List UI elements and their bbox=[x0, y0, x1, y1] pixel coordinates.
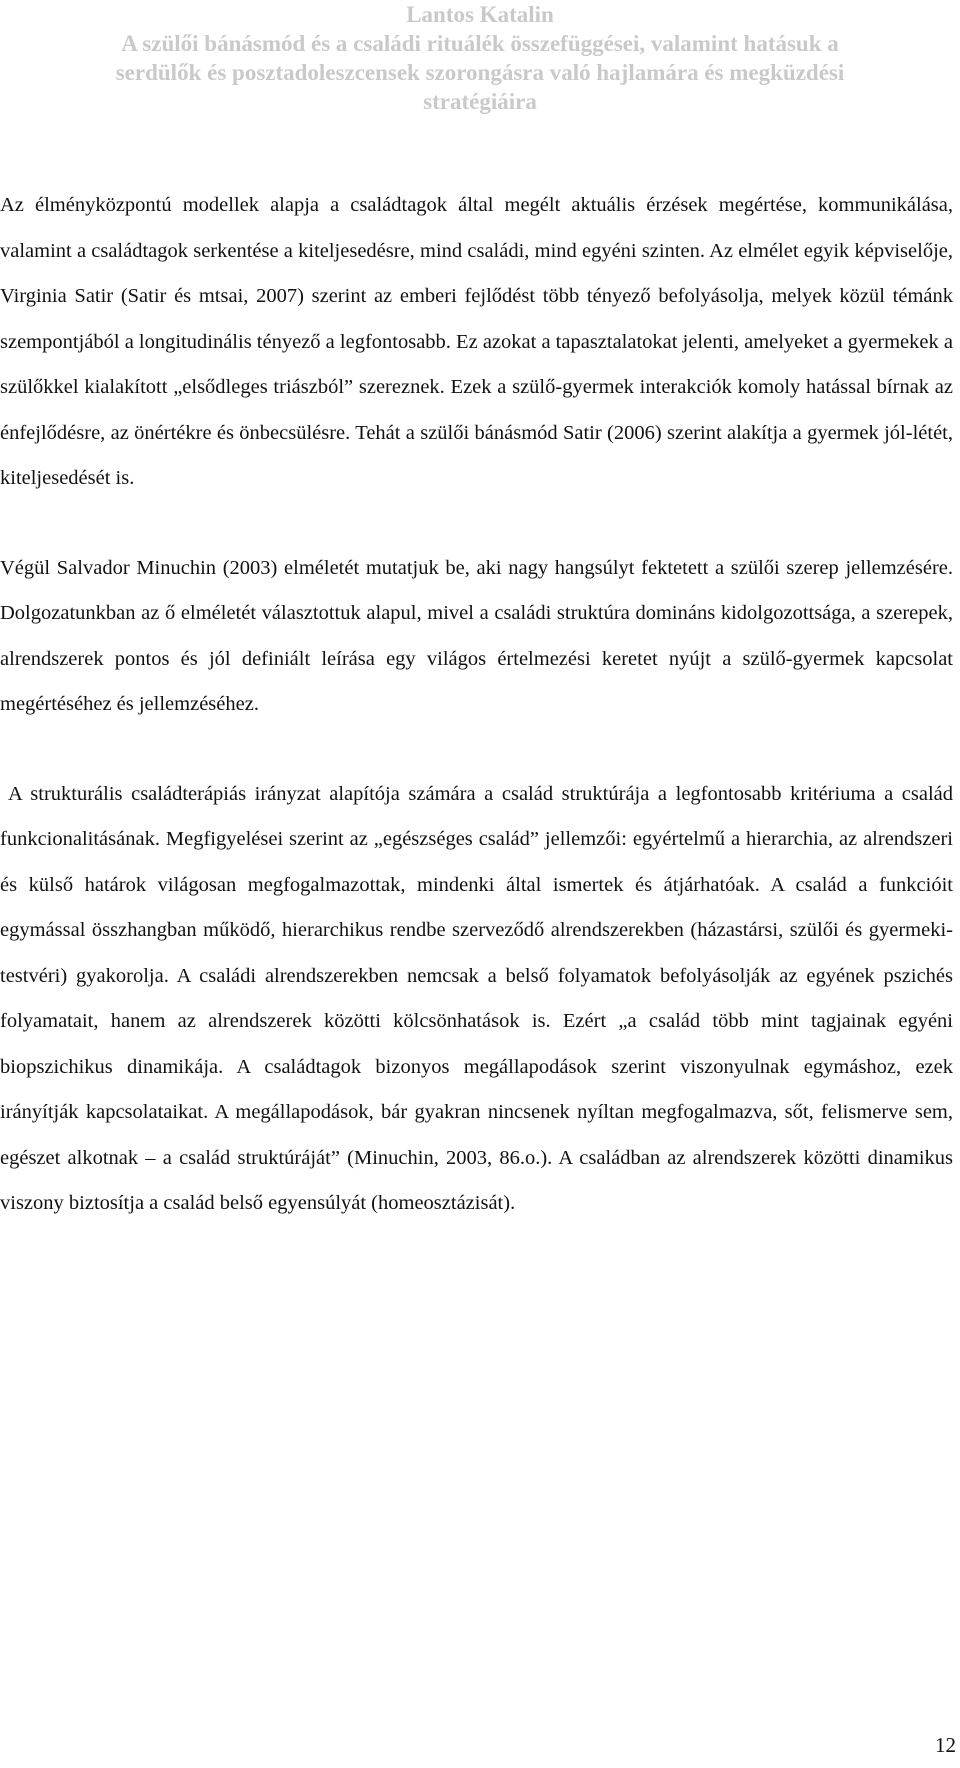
header-title-line-2: serdülők és posztadoleszcensek szorongásra való hajlamára és megküzdési bbox=[115, 60, 845, 85]
header-author: Lantos Katalin bbox=[406, 2, 554, 27]
page-header bbox=[0, 0, 960, 116]
paragraph-minuchin-intro: Végül Salvador Minuchin (2003) elméletét mutatjuk be, aki nagy hangsúlyt fektetett a szülői szerep jellemzésére. Dolgozatunkban az ő elméletét választottuk alapul, mivel a családi struktúra domináns kidolgozottsága, a szerepek, alrendszerek pontos és jól definiált leírása egy világos értelmezési keretet nyújt a szülő-gyermek kapcsolat megértéséhez és jellemzéséhez. bbox=[0, 556, 953, 715]
page-number: 12 bbox=[935, 1733, 956, 1757]
document-body bbox=[0, 183, 953, 1227]
paragraph-structural-therapy: A strukturális családterápiás irányzat alapítója számára a család struktúrája a legfontosabb kritériuma a család funkcionalitásának. Megfigyelései szerint az „egészséges család” jellemzői: egyértelmű a hierarchia, az alrendszeri és külső határok világosan megfogalmazottak, mindenki által ismertek és átjárhatóak. A család a funkcióit egymással összhangban működő, hierarchikus rendbe szerveződő alrendszerekben (házastársi, szülői és gyermeki-testvéri) gyakorolja. A családi alrendszerekben nemcsak a belső folyamatok befolyásolják az egyének pszichés folyamatait, hanem az alrendszerek közötti kölcsönhatások is. Ezért „a család több mint tagjainak egyéni biopszichikus dinamikája. A családtagok bizonyos megállapodások szerint viszonyulnak egymáshoz, ezek irányítják kapcsolataikat. A megállapodások, bár gyakran nincsenek nyíltan megfogalmazva, sőt, felismerve sem, egészet alkotnak – a család struktúráját” (Minuchin, 2003, 86.o.). A családban az alrendszerek közötti dinamikus viszony biztosítja a család belső egyensúlyát (homeosztázisát). bbox=[0, 782, 953, 1214]
paragraph-satir: Az élményközpontú modellek alapja a családtagok által megélt aktuális érzések megértése, kommunikálása, valamint a családtagok serkentése a kiteljesedésre, mind családi, mind egyéni szinten. Az elmélet egyik képviselője, Virginia Satir (Satir és mtsai, 2007) szerint az emberi fejlődést több tényező befolyásolja, melyek közül témánk szempontjából a longitudinális tényező a legfontosabb. Ez azokat a tapasztalatokat jelenti, amelyeket a gyermekek a szülőkkel kialakított „elsődleges triászból” szereznek. Ezek a szülő-gyermek interakciók komoly hatással bírnak az énfejlődésre, az önértékre és önbecsülésre. Tehát a szülői bánásmód Satir (2006) szerint alakítja a gyermek jól-létét, kiteljesedését is. bbox=[0, 194, 953, 489]
header-title-line-3: stratégiáira bbox=[423, 89, 537, 114]
header-title-line-1: A szülői bánásmód és a családi rituálék összefüggései, valamint hatásuk a bbox=[121, 31, 839, 56]
